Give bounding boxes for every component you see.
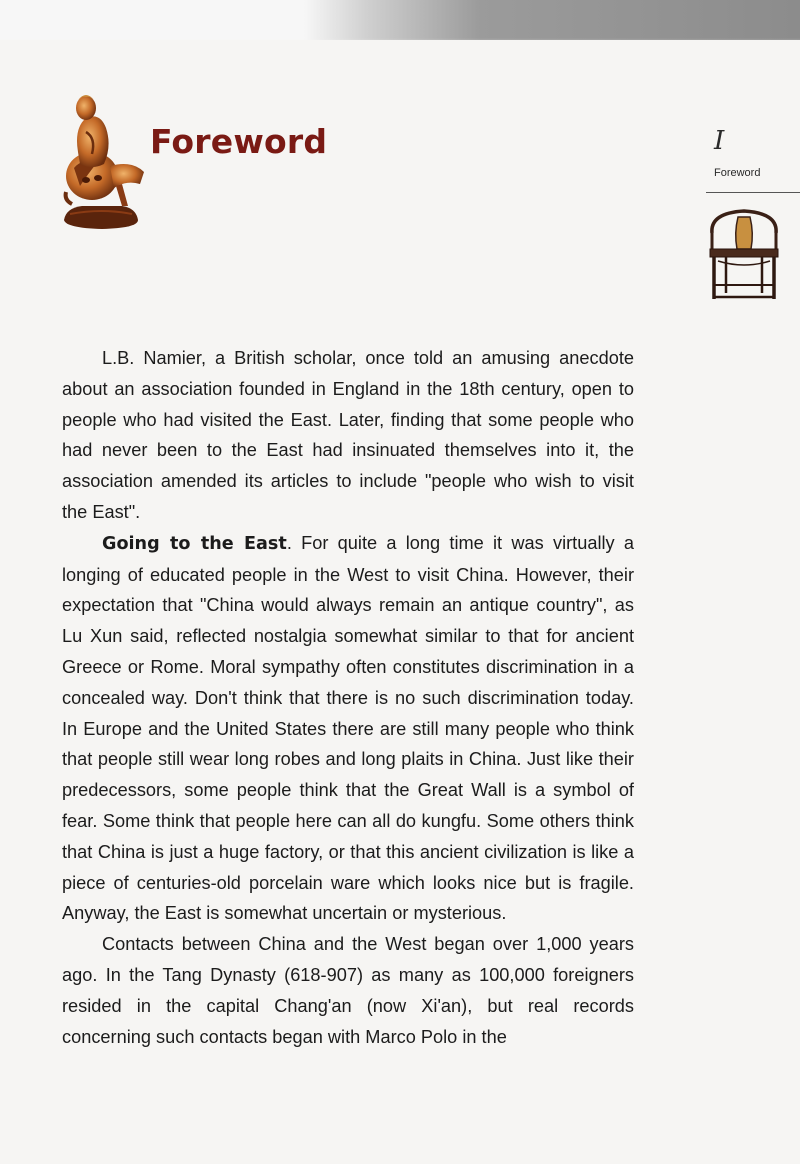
top-shadow-band (0, 0, 800, 40)
paragraph-1: L.B. Namier, a British scholar, once told an amusing anecdote about an association founded in England in the 18th century, open to people who had visited the East. Later, finding that some people who had never been to the East had insinuated themselves into it, the association amended its articles to include "people who wish to visit the East". (62, 348, 634, 522)
section-label: Foreword (714, 167, 761, 179)
divider (706, 192, 800, 193)
page-title: Foreword (150, 122, 328, 161)
paragraph-2-text: . For quite a long time it was virtually a longing of educated people in the West to visit China. However, their expectation that "China would always remain an antique country", as Lu Xun said, reflected nostalgia somewhat similar to that for ancient Greece or Rome. Moral sympathy often constitutes discrimination in a concealed way. Don't think that there is no such discrimination today. In Europe and the United States there are still many people who think that people still wear long robes and long plaits in China. Just like their predecessors, some people think that the Great Wall is a symbol of fear. Some think that people here can all do kungfu. Some others think that China is just a huge factory, or that this ancient civilization is like a piece of centuries-old porcelain ware which looks nice but is fragile. Anyway, the East is somewhat uncertain or mysterious. (62, 532, 635, 924)
paragraph-2 (62, 528, 634, 929)
body-text (62, 343, 634, 1052)
chair-image (704, 203, 784, 303)
paragraph-2-lead: Going to the East (102, 533, 287, 554)
page-number: I (714, 126, 725, 156)
paragraph-3: Contacts between China and the West began over 1,000 years ago. In the Tang Dynasty (618-907) as many as 100,000 foreigners resided in the capital Chang'an (now Xi'an), but real records concerning such contacts began with Marco Polo in the (62, 934, 634, 1047)
sculpture-image (52, 88, 152, 232)
top-shadow-fade (0, 38, 800, 52)
